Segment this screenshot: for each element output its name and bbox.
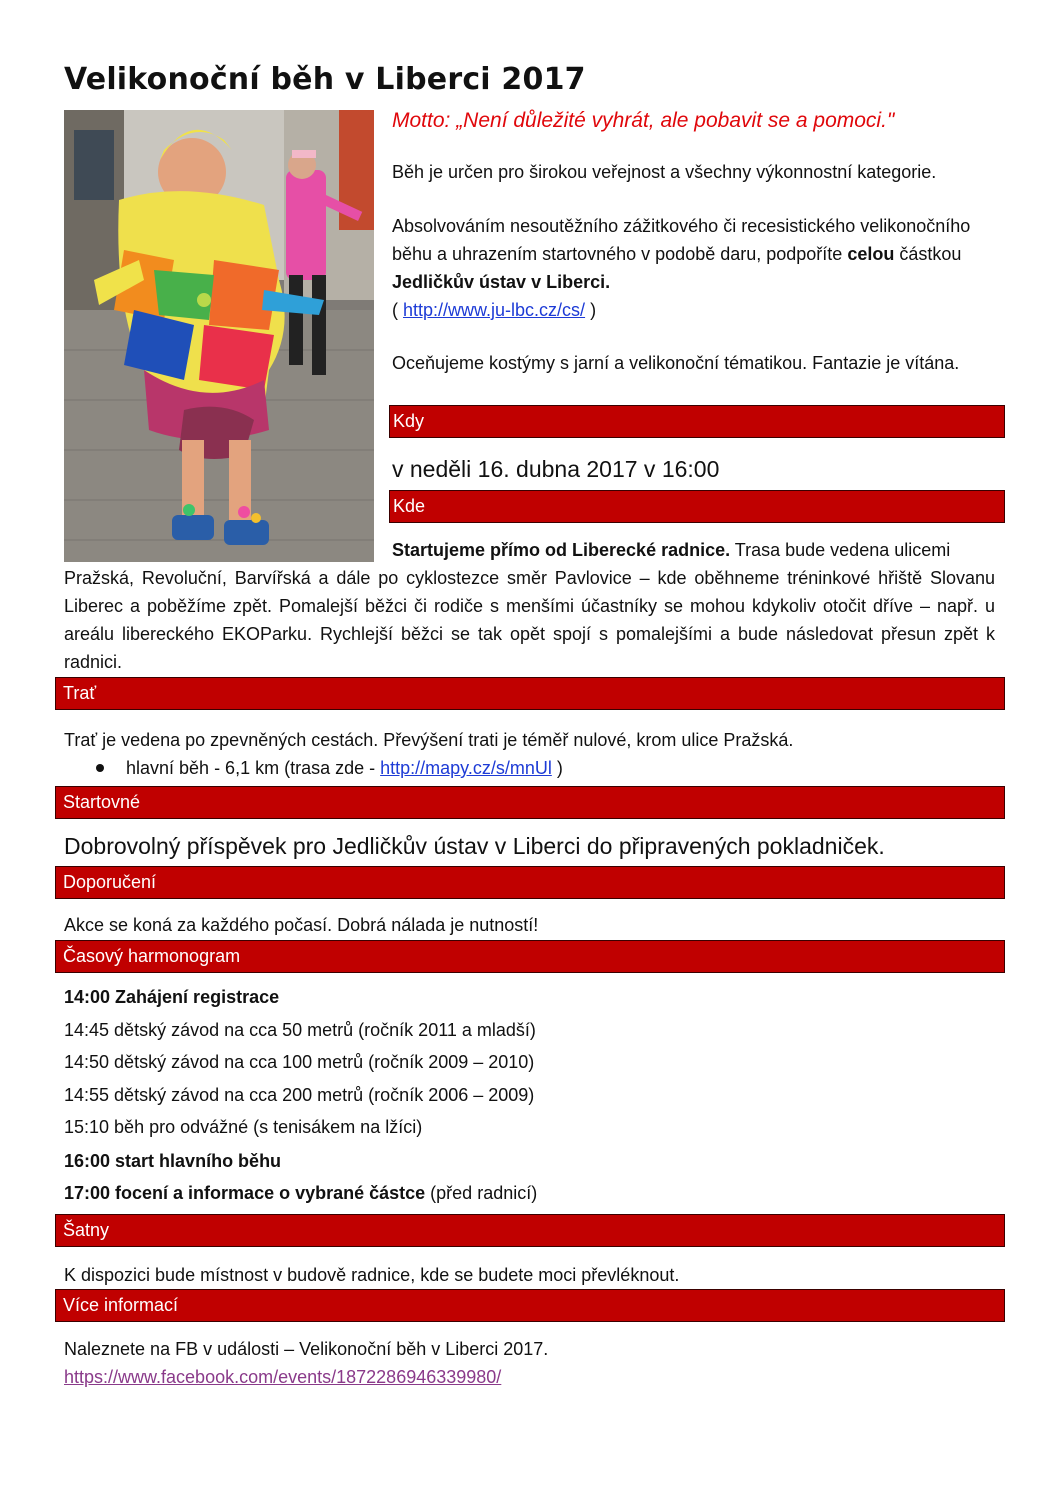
track-bullet-item bbox=[126, 754, 563, 782]
costume-paragraph: Oceňujeme kostýmy s jarní a velikonoční tématikou. Fantazie je vítána. bbox=[392, 353, 960, 373]
start-location: Startujeme přímo od Liberecké radnice. bbox=[392, 540, 731, 560]
intro-support-text-2: částkou bbox=[894, 244, 962, 264]
schedule-item bbox=[64, 1085, 534, 1106]
facebook-event-link[interactable]: https://www.facebook.com/events/1872286946339980/ bbox=[64, 1367, 502, 1387]
where-first-line bbox=[392, 536, 995, 564]
schedule-item bbox=[64, 1020, 536, 1041]
event-datetime: v neděli 16. dubna 2017 v 16:00 bbox=[392, 456, 720, 482]
section-header-kdy: Kdy bbox=[389, 405, 1005, 438]
section-header-harmonogram: Časový harmonogram bbox=[55, 940, 1005, 973]
schedule-normal: 14:50 dětský závod na cca 100 metrů (ročník 2009 – 2010) bbox=[64, 1052, 535, 1072]
intro-line: Běh je určen pro širokou veřejnost a všechny výkonnostní kategorie. bbox=[392, 162, 937, 182]
runner-photo-illustration bbox=[64, 110, 374, 562]
schedule-bold: 16:00 start hlavního běhu bbox=[64, 1151, 282, 1171]
route-map-link[interactable]: http://mapy.cz/s/mnUl bbox=[380, 758, 552, 778]
section-header-trat: Trať bbox=[55, 677, 1005, 710]
schedule-item bbox=[64, 1183, 537, 1204]
section-header-doporuceni: Doporučení bbox=[55, 866, 1005, 899]
schedule-item bbox=[64, 1052, 534, 1073]
schedule-item bbox=[64, 1151, 281, 1172]
where-route-description: Pražská, Revoluční, Barvířská a dále po cyklostezce směr Pavlovice – kde oběhneme tréninkové hřiště Slovanu Liberec a poběžíme zpět. Pomalejší běžci či rodiče s menšími účastníky se mohou kdykoliv otočit dříve – např. u areálu libereckého EKOParku. Rychlejší běžci se tak opět spojí s pomalejšími a bude následovat přesun zpět k radnici. bbox=[64, 568, 995, 672]
schedule-bold: 17:00 focení a informace o vybrané částce bbox=[64, 1183, 426, 1203]
intro-support-text: Absolvováním nesoutěžního zážitkového či recesistického velikonočního běhu a uhrazením startovného v podobě daru, podpoříte bbox=[392, 216, 971, 264]
runner-photo bbox=[64, 110, 374, 562]
section-header-kde: Kde bbox=[389, 490, 1005, 523]
route-paren-close: ) bbox=[551, 758, 563, 778]
page-title: Velikonoční běh v Liberci 2017 bbox=[64, 62, 586, 97]
schedule-item bbox=[64, 987, 279, 1008]
changing-room-text: K dispozici bude místnost v budově radnice, kde se budete moci převléknout. bbox=[64, 1265, 680, 1285]
bullet-dot bbox=[96, 764, 104, 772]
schedule-bold: 14:00 Zahájení registrace bbox=[64, 987, 280, 1007]
schedule-item bbox=[64, 1117, 422, 1138]
section-header-startovne: Startovné bbox=[55, 786, 1005, 819]
link-paren-open: ( bbox=[392, 300, 403, 320]
recommendation-text: Akce se koná za každého počasí. Dobrá nálada je nutností! bbox=[64, 915, 539, 935]
main-run-text: hlavní běh - 6,1 km (trasa zde - bbox=[126, 758, 381, 778]
track-description: Trať je vedena po zpevněných cestách. Převýšení trati je téměř nulové, krom ulice Pražská. bbox=[64, 730, 794, 750]
schedule-normal: 15:10 běh pro odvážné (s tenisákem na lžíci) bbox=[64, 1117, 423, 1137]
schedule-normal: 14:45 dětský závod na cca 50 metrů (ročník 2011 a mladší) bbox=[64, 1020, 536, 1040]
more-info-text: Naleznete na FB v události – Velikonoční běh v Liberci 2017. bbox=[64, 1339, 549, 1359]
link-paren-close: ) bbox=[585, 300, 597, 320]
beneficiary-name: Jedličkův ústav v Liberci. bbox=[392, 272, 611, 292]
section-header-vice: Více informací bbox=[55, 1289, 1005, 1322]
fee-text: Dobrovolný příspěvek pro Jedličkův ústav v Liberci do připravených pokladniček. bbox=[64, 833, 885, 859]
schedule-normal: 14:55 dětský závod na cca 200 metrů (ročník 2006 – 2009) bbox=[64, 1085, 535, 1105]
ju-website-link[interactable]: http://www.ju-lbc.cz/cs/ bbox=[403, 300, 586, 320]
intro-support-paragraph bbox=[392, 212, 992, 324]
section-header-satny: Šatny bbox=[55, 1214, 1005, 1247]
facebook-link-line bbox=[64, 1363, 501, 1391]
intro-bold-whole: celou bbox=[847, 244, 895, 264]
motto: Motto: „Není důležité vyhrát, ale pobavit se a pomoci." bbox=[392, 109, 895, 132]
where-text-start: Trasa bude vedena ulicemi bbox=[730, 540, 951, 560]
schedule-normal: (před radnicí) bbox=[425, 1183, 538, 1203]
